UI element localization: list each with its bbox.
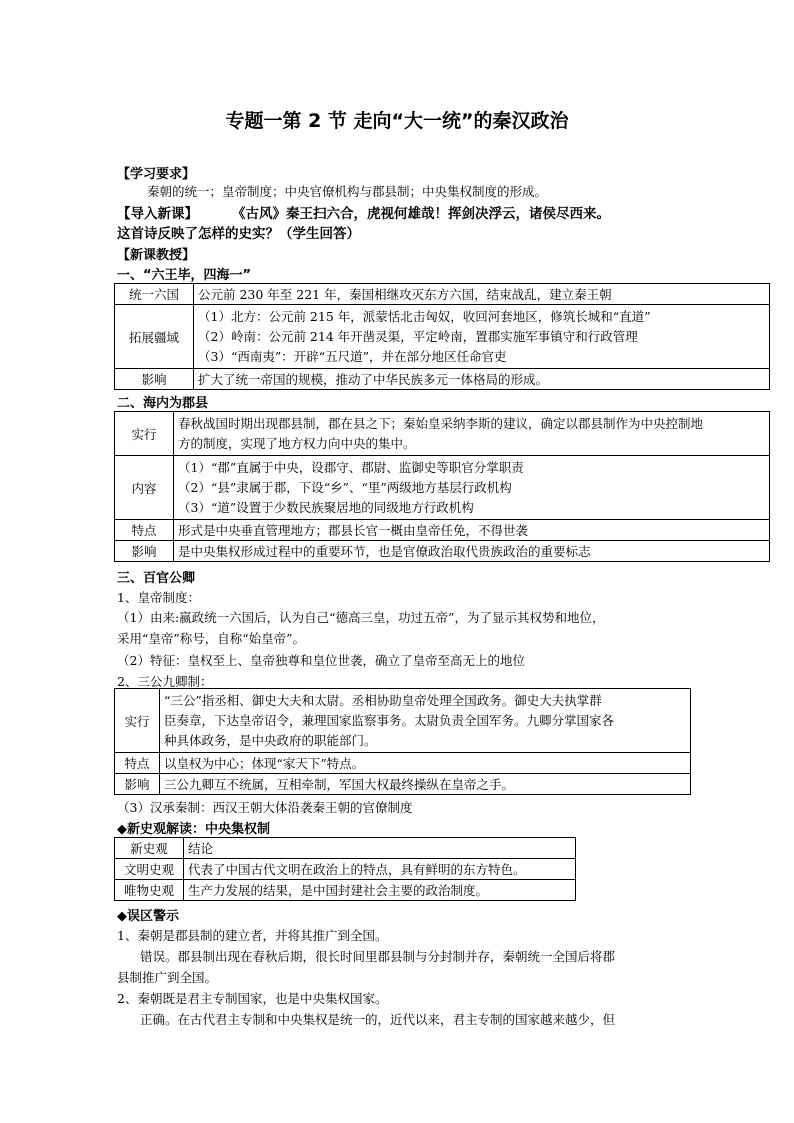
row-label: 唯物史观 bbox=[115, 880, 184, 901]
warning-answer-1b: 县制推广到全国。 bbox=[117, 970, 218, 985]
row-label: 影响 bbox=[115, 369, 194, 390]
views-table bbox=[114, 837, 576, 901]
warning-item-2: 2、秦朝既是君主专制国家，也是中央集权国家。 bbox=[117, 991, 388, 1006]
table-row bbox=[115, 369, 770, 390]
row-line: 春秋战国时期出现郡县制，郡在县之下；秦始皇采纳李斯的建议，确定以郡县制作为中央控制地 bbox=[178, 415, 704, 431]
row-content bbox=[194, 284, 770, 305]
row-line: （1）“郡”直属于中央，设郡守、郡尉、监御史等职官分掌职责 bbox=[178, 459, 524, 475]
page-title: 专题一第 2 节 走向“大一统”的秦汉政治 bbox=[225, 110, 569, 132]
intro-heading: 【导入新课】 bbox=[117, 206, 198, 222]
row-label: 实行 bbox=[115, 412, 174, 456]
origin-line-1: （1）由来:嬴政统一六国后，认为自己“德高三皇，功过五帝”，为了显示其权势和地位， bbox=[117, 610, 605, 625]
row-content bbox=[160, 774, 691, 795]
warning-answer-1a: 错误。郡县制出现在春秋后期，很长时间里郡县制与分封制并存，秦朝统一全国后将郡 bbox=[140, 949, 616, 964]
row-content: 代表了中国古代文明在政治上的特点，具有鲜明的东方特色。 bbox=[184, 859, 576, 880]
row-line: （2）“县”隶属于郡，下设“乡”、“里”两级地方基层行政机构 bbox=[178, 479, 512, 495]
row-content bbox=[174, 456, 770, 520]
table-row bbox=[115, 859, 576, 880]
views-heading: ◆新史观解读：中央集权制 bbox=[117, 822, 270, 837]
section2-heading: 二、海内为郡县 bbox=[117, 396, 209, 411]
row-content bbox=[174, 412, 770, 456]
row-label: 特点 bbox=[115, 753, 160, 774]
row-line: 是中央集权形成过程中的重要环节，也是官僚政治取代贵族政治的重要标志 bbox=[178, 544, 591, 559]
row-line: 扩大了统一帝国的规模，推动了中华民族多元一体格局的形成。 bbox=[198, 372, 549, 387]
row-content bbox=[194, 305, 770, 369]
row-content bbox=[194, 369, 770, 390]
row-line: 以皇权为中心；体现“家天下”特点。 bbox=[164, 756, 365, 771]
row-content: 生产力发展的结果，是中国封建社会主要的政治制度。 bbox=[184, 880, 576, 901]
table-row bbox=[115, 838, 576, 859]
table-row bbox=[115, 412, 770, 456]
row-label: 文明史观 bbox=[115, 859, 184, 880]
table-row bbox=[115, 456, 770, 520]
row-line: “三公”指丞相、御史大夫和太尉。丞相协助皇帝处理全国政务。御史大夫执掌群 bbox=[164, 692, 602, 708]
header-cell: 新史观 bbox=[115, 838, 184, 859]
section2-table bbox=[114, 411, 770, 562]
table-row bbox=[115, 753, 691, 774]
row-line: （2）岭南：公元前 214 年开凿灵渠，平定岭南，置郡实施军事镇守和行政管理 bbox=[198, 328, 638, 344]
table-row bbox=[115, 689, 691, 753]
warnings-heading: ◆误区警示 bbox=[117, 909, 179, 924]
row-label: 影响 bbox=[115, 774, 160, 795]
table-row bbox=[115, 774, 691, 795]
row-content bbox=[160, 689, 691, 753]
row-label: 实行 bbox=[115, 689, 160, 753]
row-line: 方的制度，实现了地方权力向中央的集中。 bbox=[178, 435, 416, 451]
header-cell: 结论 bbox=[184, 838, 576, 859]
table-row bbox=[115, 305, 770, 369]
table-row bbox=[115, 520, 770, 541]
requirements-text: 秦朝的统一；皇帝制度；中央官僚机构与郡县制；中央集权制度的形成。 bbox=[147, 184, 548, 199]
feature-line: （2）特征：皇权至上、皇帝独尊和皇位世袭，确立了皇帝至高无上的地位 bbox=[117, 653, 525, 668]
emperor-heading: 1、皇帝制度： bbox=[117, 590, 200, 605]
intro-question: 这首诗反映了怎样的史实？（学生回答） bbox=[117, 226, 360, 242]
row-line: （3）“西南夷”：开辟“五尺道”，并在部分地区任命官吏 bbox=[198, 348, 507, 364]
han-line: （3）汉承秦制：西汉王朝大体沿袭秦王朝的官僚制度 bbox=[117, 800, 413, 815]
table-row bbox=[115, 284, 770, 305]
row-label: 影响 bbox=[115, 541, 174, 562]
table-row bbox=[115, 880, 576, 901]
row-line: 公元前 230 年至 221 年，秦国相继攻灭东方六国，结束战乱，建立秦王朝 bbox=[198, 287, 612, 302]
row-line: 臣奏章，下达皇帝诏令，兼理国家监察事务。太尉负责全国军务。九卿分掌国家各 bbox=[164, 712, 615, 728]
table-row bbox=[115, 541, 770, 562]
row-label: 特点 bbox=[115, 520, 174, 541]
section3-table bbox=[114, 688, 691, 795]
new-lesson-heading: 【新课教授】 bbox=[117, 248, 196, 263]
warning-item-1: 1、秦朝是郡县制的建立者，并将其推广到全国。 bbox=[117, 928, 388, 943]
row-content bbox=[160, 753, 691, 774]
requirements-heading: 【学习要求】 bbox=[117, 167, 196, 182]
row-label: 统一六国 bbox=[115, 284, 194, 305]
origin-line-2: 采用“皇帝”称号，自称“始皇帝”。 bbox=[117, 631, 306, 646]
section1-heading: 一、“六王毕，四海一” bbox=[117, 268, 252, 283]
row-line: （3）“道”设置于少数民族聚居地的同级地方行政机构 bbox=[178, 499, 474, 515]
section3-heading: 三、百官公卿 bbox=[117, 571, 196, 586]
section1-table bbox=[114, 283, 770, 390]
row-line: 三公九卿互不统属，互相牵制，军国大权最终操纵在皇帝之手。 bbox=[164, 777, 515, 792]
row-label: 拓展疆域 bbox=[115, 305, 194, 369]
intro-poem: 《古风》秦王扫六合，虎视何雄哉！挥剑决浮云，诸侯尽西来。 bbox=[232, 206, 610, 222]
row-label: 内容 bbox=[115, 456, 174, 520]
row-content bbox=[174, 520, 770, 541]
warning-answer-2: 正确。在古代君主专制和中央集权是统一的，近代以来，君主专制的国家越来越少，但 bbox=[140, 1012, 616, 1027]
sangong-heading: 2、三公九卿制： bbox=[117, 674, 213, 689]
row-line: （1）北方：公元前 215 年，派蒙恬北击匈奴，收回河套地区，修筑长城和“直道” bbox=[198, 308, 651, 324]
row-content bbox=[174, 541, 770, 562]
row-line: 种具体政务，是中央政府的职能部门。 bbox=[164, 732, 377, 748]
row-line: 形式是中央垂直管理地方；郡县长官一概由皇帝任免，不得世袭 bbox=[178, 523, 529, 538]
